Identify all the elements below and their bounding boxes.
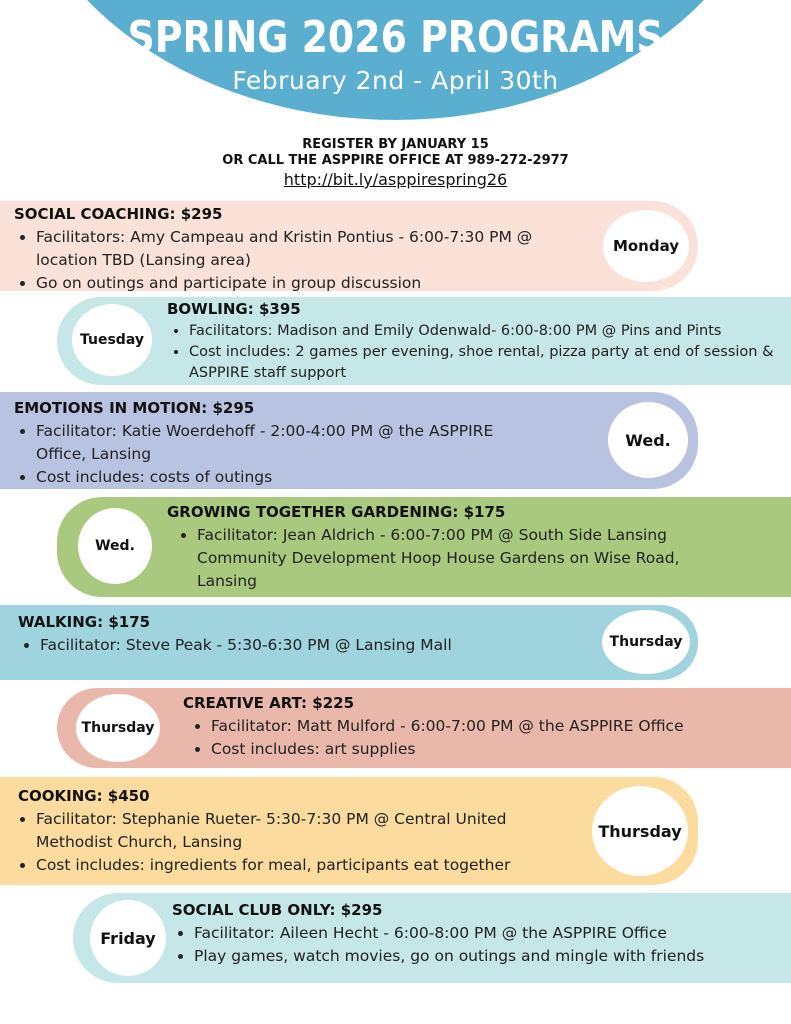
day-badge: Wed. xyxy=(608,402,688,478)
program-detail: • Facilitator: Aileen Hecht - 6:00-8:00 PM @ the ASPPIRE Office xyxy=(194,922,782,945)
program-detail: • Facilitator: Jean Aldrich - 6:00-7:00 PM @ South Side Lansing Community Development Hoop House Gardens on Wise Road, Lansing xyxy=(197,524,687,593)
program-detail: • Cost includes: 2 games per evening, shoe rental, pizza party at end of session & ASPPIRE staff support xyxy=(189,342,787,384)
program-title: GROWING TOGETHER GARDENING: $175 xyxy=(167,503,506,521)
program-detail: • Facilitator: Matt Mulford - 6:00-7:00 PM @ the ASPPIRE Office xyxy=(211,715,763,738)
program-title: WALKING: $175 xyxy=(18,613,151,631)
page-title: SPRING 2026 PROGRAMS xyxy=(127,12,664,63)
program-title: SOCIAL CLUB ONLY: $295 xyxy=(172,901,383,919)
program-detail: • Facilitator: Steve Peak - 5:30-6:30 PM @ Lansing Mall xyxy=(40,634,578,657)
program-detail: • Facilitators: Amy Campeau and Kristin Pontius - 6:00-7:30 PM @ location TBD (Lansing area) xyxy=(36,226,574,272)
program-detail: • Cost includes: costs of outings xyxy=(36,466,506,489)
program-detail: • Go on outings and participate in group discussion xyxy=(36,272,574,295)
day-badge: Friday xyxy=(90,900,166,976)
register-phone: OR CALL THE ASPPIRE OFFICE AT 989-272-2977 xyxy=(222,153,569,168)
day-badge: Tuesday xyxy=(72,304,152,376)
program-detail: • Play games, watch movies, go on outings and mingle with friends xyxy=(194,945,782,968)
program-title: EMOTIONS IN MOTION: $295 xyxy=(14,399,255,417)
program-detail: • Facilitator: Katie Woerdehoff - 2:00-4:00 PM @ the ASPPIRE Office, Lansing xyxy=(36,420,506,466)
day-badge: Wed. xyxy=(78,508,152,584)
register-link[interactable]: http://bit.ly/asppirespring26 xyxy=(283,170,508,189)
day-badge: Thursday xyxy=(592,786,688,876)
program-title: CREATIVE ART: $225 xyxy=(183,694,355,712)
program-title: COOKING: $450 xyxy=(18,787,150,805)
program-detail: • Cost includes: art supplies xyxy=(211,738,763,761)
day-badge: Monday xyxy=(603,210,689,282)
register-deadline: REGISTER BY JANUARY 15 xyxy=(302,137,489,152)
program-detail: • Facilitator: Stephanie Rueter- 5:30-7:30 PM @ Central United Methodist Church, Lansing xyxy=(36,808,576,854)
program-title: SOCIAL COACHING: $295 xyxy=(14,205,223,223)
program-detail: • Cost includes: ingredients for meal, participants eat together xyxy=(36,854,576,877)
program-dates: February 2nd - April 30th xyxy=(232,66,559,95)
program-detail: • Facilitators: Madison and Emily Odenwald- 6:00-8:00 PM @ Pins and Pints xyxy=(189,321,787,342)
day-badge: Thursday xyxy=(602,610,690,674)
program-title: BOWLING: $395 xyxy=(167,300,301,318)
day-badge: Thursday xyxy=(76,694,160,762)
